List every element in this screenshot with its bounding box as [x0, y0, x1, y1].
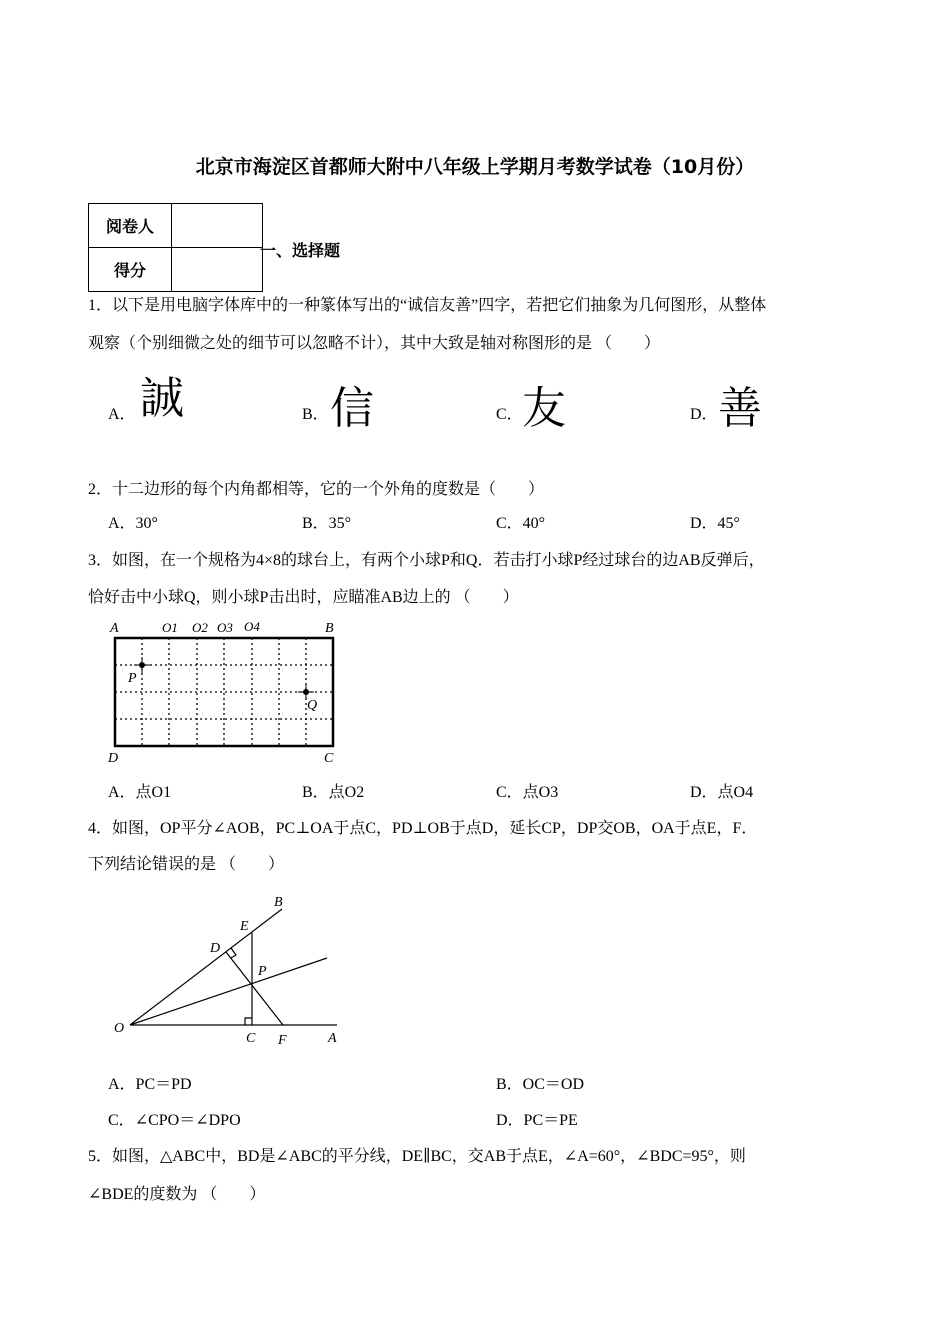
- q2-option-d: D．45°: [690, 515, 740, 532]
- score-label: 得分: [89, 248, 172, 292]
- score-table: [88, 203, 263, 292]
- q3-option-b: B．点O2: [302, 784, 365, 801]
- label-Q: Q: [307, 698, 318, 713]
- q4-text-2: 下列结论错误的是 （ ）: [88, 856, 285, 873]
- label-D: D: [108, 751, 119, 766]
- q3-text-2: 恰好击中小球Q，则小球P击出时，应瞄准AB边上的 （ ）: [88, 589, 519, 606]
- q1-glyph-c: 友: [522, 383, 566, 434]
- label-P: P: [128, 671, 137, 686]
- label-B: B: [325, 621, 334, 636]
- q1-glyph-a: 誠: [140, 373, 184, 424]
- q3-option-a: A．点O1: [108, 784, 172, 801]
- q1-glyph-b: 信: [330, 383, 374, 434]
- q1-glyph-d: 善: [718, 383, 762, 434]
- label-E: E: [240, 919, 249, 934]
- q4-option-d: D．PC＝PE: [496, 1112, 578, 1129]
- section-heading: 一、选择题: [260, 241, 341, 260]
- score-cell: [172, 248, 263, 292]
- q1-text-2: 观察（个别细微之处的细节可以忽略不计），其中大致是轴对称图形的是 （ ）: [88, 335, 661, 352]
- page-title: 北京市海淀区首都师大附中八年级上学期月考数学试卷（10月份）: [195, 156, 755, 178]
- q4-option-c: C．∠CPO＝∠DPO: [108, 1112, 241, 1129]
- q3-option-d: D．点O4: [690, 784, 754, 801]
- q4-text: 4．如图，OP平分∠AOB，PC⊥OA于点C，PD⊥OB于点D，延长CP，DP交OB，OA于点E，F．: [88, 820, 758, 837]
- label-O4: O4: [244, 619, 260, 634]
- q3-text: 3．如图，在一个规格为4×8的球台上，有两个小球P和Q．若击打小球P经过球台的边AB反弹后，: [88, 552, 765, 569]
- q1-text: 1．以下是用电脑字体库中的一种篆体写出的“诚信友善”四字，若把它们抽象为几何图形，从整体: [88, 297, 767, 314]
- q4-option-b: B．OC＝OD: [496, 1076, 585, 1093]
- label-A: A: [328, 1031, 337, 1046]
- q2-option-c: C．40°: [496, 515, 546, 532]
- q4-angle-figure: [100, 880, 350, 1050]
- q5-text: 5．如图，△ABC中，BD是∠ABC的平分线，DE∥BC，交AB于点E，∠A=60°，∠BDC=95°，则: [88, 1148, 746, 1165]
- q5-text-2: ∠BDE的度数为 （ ）: [88, 1186, 266, 1203]
- q3-billiard-figure: [100, 610, 350, 770]
- label-A: A: [110, 621, 119, 636]
- label-C: C: [324, 751, 334, 766]
- label-O1: O1: [162, 620, 178, 635]
- label-O3: O3: [217, 620, 233, 635]
- q2-text: 2．十二边形的每个内角都相等，它的一个外角的度数是（ ）: [88, 481, 545, 498]
- reviewer-cell: [172, 204, 263, 248]
- label-O2: O2: [192, 620, 208, 635]
- label-C: C: [246, 1031, 256, 1046]
- label-P: P: [258, 964, 267, 979]
- q1-option-c: C．: [496, 406, 523, 423]
- q1-option-b: B．: [302, 406, 329, 423]
- label-F: F: [278, 1033, 287, 1048]
- q2-option-a: A．30°: [108, 515, 158, 532]
- label-B: B: [274, 895, 283, 910]
- label-D: D: [210, 941, 221, 956]
- label-O: O: [114, 1021, 125, 1036]
- q2-option-b: B．35°: [302, 515, 352, 532]
- q1-option-a: A．: [108, 406, 136, 423]
- q4-option-a: A．PC＝PD: [108, 1076, 192, 1093]
- reviewer-label: 阅卷人: [89, 204, 172, 248]
- q3-option-c: C．点O3: [496, 784, 559, 801]
- q1-option-d: D．: [690, 406, 718, 423]
